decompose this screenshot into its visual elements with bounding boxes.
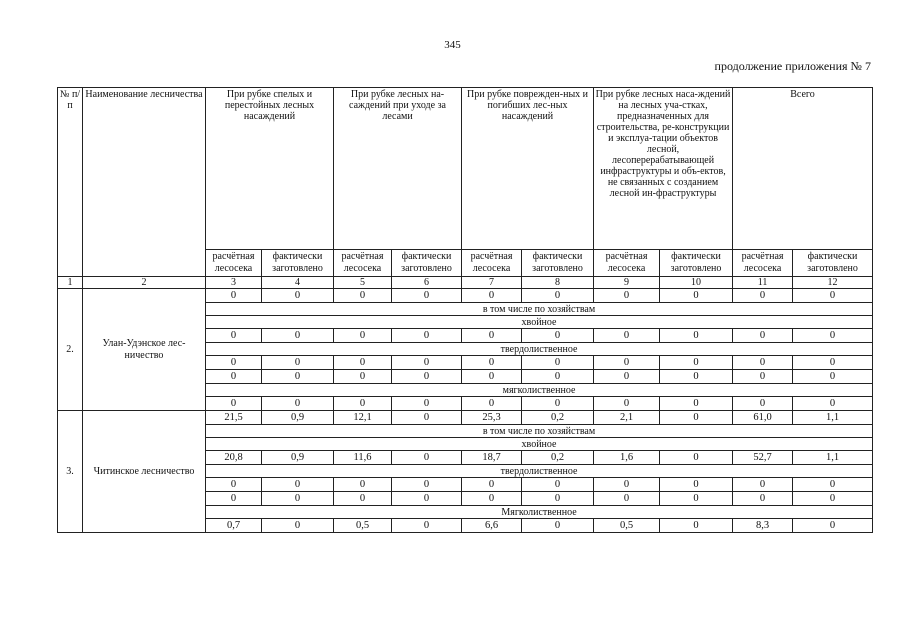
table-cell: 6,6: [462, 519, 522, 533]
table-cell: 0: [206, 289, 262, 303]
column-number: 10: [660, 277, 733, 289]
table-cell: 0: [206, 397, 262, 411]
species-label: хвойное: [206, 438, 873, 451]
table-cell: 0: [206, 356, 262, 370]
table-cell: 0: [594, 492, 660, 506]
subheader-calc: расчётная лесосека: [594, 250, 660, 277]
table-cell: 0: [392, 478, 462, 492]
table-cell: 25,3: [462, 411, 522, 425]
table-cell: 0: [793, 329, 873, 343]
table-cell: 0,9: [262, 451, 334, 465]
subheader-actual: фактически заготовлено: [262, 250, 334, 277]
column-number: 8: [522, 277, 594, 289]
table-cell: 0: [206, 492, 262, 506]
column-number: 5: [334, 277, 392, 289]
table-cell: 0: [594, 370, 660, 384]
table-cell: 0: [660, 478, 733, 492]
table-cell: 0: [392, 289, 462, 303]
table-cell: 0: [522, 289, 594, 303]
table-cell: 0: [522, 397, 594, 411]
species-label: Мягколиственное: [206, 506, 873, 519]
table-cell: 11,6: [334, 451, 392, 465]
table-cell: 0: [522, 356, 594, 370]
table-cell: 0: [206, 329, 262, 343]
header-group-tending: При рубке лесных на-саждений при уходе за лесами: [334, 88, 462, 250]
table-cell: 0: [262, 370, 334, 384]
table-cell: 0: [660, 519, 733, 533]
table-cell: 0: [522, 370, 594, 384]
table-cell: 0: [594, 329, 660, 343]
table-cell: 0,2: [522, 411, 594, 425]
table-cell: 61,0: [733, 411, 793, 425]
table-cell: 0: [392, 370, 462, 384]
table-cell: 0,9: [262, 411, 334, 425]
table-cell: 0: [334, 289, 392, 303]
subheader-actual: фактически заготовлено: [660, 250, 733, 277]
table-cell: 0: [733, 397, 793, 411]
table-cell: 0: [733, 478, 793, 492]
table-cell: 2,1: [594, 411, 660, 425]
table-cell: 0: [462, 397, 522, 411]
table-cell: 12,1: [334, 411, 392, 425]
table-cell: 0: [334, 397, 392, 411]
table-cell: 0: [660, 492, 733, 506]
table-cell: 21,5: [206, 411, 262, 425]
appendix-note: продолжение приложения № 7: [714, 59, 871, 73]
table-cell: 0: [462, 492, 522, 506]
table-cell: 0: [392, 397, 462, 411]
column-number: 3: [206, 277, 262, 289]
table-cell: 0: [733, 492, 793, 506]
table-cell: 0: [594, 478, 660, 492]
table-cell: 0: [334, 329, 392, 343]
table-cell: 0: [262, 356, 334, 370]
table-cell: 0,7: [206, 519, 262, 533]
table-cell: 0: [594, 397, 660, 411]
table-cell: 0: [660, 356, 733, 370]
table-cell: 0: [462, 478, 522, 492]
table-cell: 1,1: [793, 451, 873, 465]
table-cell: 0: [733, 370, 793, 384]
including-label: в том числе по хозяйствам: [206, 425, 873, 438]
table-cell: 20,8: [206, 451, 262, 465]
table-cell: 0: [462, 370, 522, 384]
header-group-damaged: При рубке поврежден-ных и погибших лес-ных насаждений: [462, 88, 594, 250]
species-label: хвойное: [206, 316, 873, 329]
table-cell: 1,6: [594, 451, 660, 465]
table-cell: 0: [392, 519, 462, 533]
subheader-actual: фактически заготовлено: [392, 250, 462, 277]
table-cell: 8,3: [733, 519, 793, 533]
table-cell: 0: [793, 492, 873, 506]
table-cell: 0: [793, 289, 873, 303]
table-cell: 0: [660, 370, 733, 384]
header-row: [58, 88, 873, 250]
harvest-table: [57, 87, 873, 533]
row-number: 3.: [58, 411, 83, 533]
column-number: 9: [594, 277, 660, 289]
table-cell: 0: [334, 356, 392, 370]
table-cell: 0: [262, 329, 334, 343]
table-cell: 0: [660, 451, 733, 465]
table-cell: 0: [594, 289, 660, 303]
species-label: твердолиственное: [206, 465, 873, 478]
table-cell: 0: [733, 356, 793, 370]
column-number: 7: [462, 277, 522, 289]
subheader-calc: расчётная лесосека: [462, 250, 522, 277]
table-cell: 0: [793, 519, 873, 533]
header-group-total: Всего: [733, 88, 873, 250]
subheader-actual: фактически заготовлено: [793, 250, 873, 277]
table-cell: 0: [462, 329, 522, 343]
table-cell: 0: [660, 289, 733, 303]
table-cell: 0: [262, 519, 334, 533]
page-number: 345: [444, 39, 461, 51]
table-cell: 0: [733, 289, 793, 303]
table-cell: 0: [793, 370, 873, 384]
column-number: 1: [58, 277, 83, 289]
table-cell: 0: [793, 478, 873, 492]
column-number: 2: [83, 277, 206, 289]
table-cell: 0,2: [522, 451, 594, 465]
table-cell: 0: [462, 356, 522, 370]
table-cell: 0: [522, 329, 594, 343]
forestry-name: Читинское лесничество: [83, 411, 206, 533]
column-numbers-row: [58, 277, 873, 289]
subheader-calc: расчётная лесосека: [206, 250, 262, 277]
table-cell: 0: [262, 289, 334, 303]
table-cell: 0: [594, 356, 660, 370]
table-cell: 0,5: [594, 519, 660, 533]
header-group-construction: При рубке лесных наса-ждений на лесных уча-стках, предназначенных для строительства, ре-конструкции и эксплуа-тации объектов лесной, лесоперерабатывающей инфраструктуры и объ-ектов, не связанных с созданием лесной ин-фраструктуры: [594, 88, 733, 250]
table-cell: 0: [793, 356, 873, 370]
row-number: 2.: [58, 289, 83, 411]
column-number: 6: [392, 277, 462, 289]
table-cell: 0: [392, 492, 462, 506]
column-number: 4: [262, 277, 334, 289]
table-row: [58, 289, 873, 303]
column-number: 12: [793, 277, 873, 289]
table-cell: 0: [660, 397, 733, 411]
header-group-mature: При рубке спелых и перестойных лесных насаждений: [206, 88, 334, 250]
subheader-calc: расчётная лесосека: [334, 250, 392, 277]
table-cell: 0: [206, 370, 262, 384]
table-row: [58, 411, 873, 425]
header-forestry-name: Наименование лесничества: [83, 88, 206, 277]
table-cell: 0,5: [334, 519, 392, 533]
subheader-actual: фактически заготовлено: [522, 250, 594, 277]
table-cell: 0: [522, 519, 594, 533]
table-cell: 0: [392, 356, 462, 370]
table-cell: 0: [462, 289, 522, 303]
table-cell: 1,1: [793, 411, 873, 425]
including-label: в том числе по хозяйствам: [206, 303, 873, 316]
table-cell: 52,7: [733, 451, 793, 465]
table-cell: 0: [522, 492, 594, 506]
table-cell: 0: [522, 478, 594, 492]
table-cell: 0: [334, 478, 392, 492]
table-cell: 0: [262, 397, 334, 411]
table-cell: 0: [262, 492, 334, 506]
table-cell: 0: [392, 329, 462, 343]
table-cell: 0: [392, 411, 462, 425]
species-label: твердолиственное: [206, 343, 873, 356]
table-cell: 0: [334, 492, 392, 506]
table-cell: 0: [262, 478, 334, 492]
table-cell: 0: [660, 411, 733, 425]
table-cell: 0: [392, 451, 462, 465]
table-cell: 0: [334, 370, 392, 384]
table-cell: 0: [660, 329, 733, 343]
species-label: мягколиственное: [206, 384, 873, 397]
table-cell: 0: [793, 397, 873, 411]
forestry-name: Улан-Удэнское лес-ничество: [83, 289, 206, 411]
table-cell: 18,7: [462, 451, 522, 465]
table-cell: 0: [733, 329, 793, 343]
table-cell: 0: [206, 478, 262, 492]
subheader-calc: расчётная лесосека: [733, 250, 793, 277]
header-no: № п/п: [58, 88, 83, 277]
column-number: 11: [733, 277, 793, 289]
